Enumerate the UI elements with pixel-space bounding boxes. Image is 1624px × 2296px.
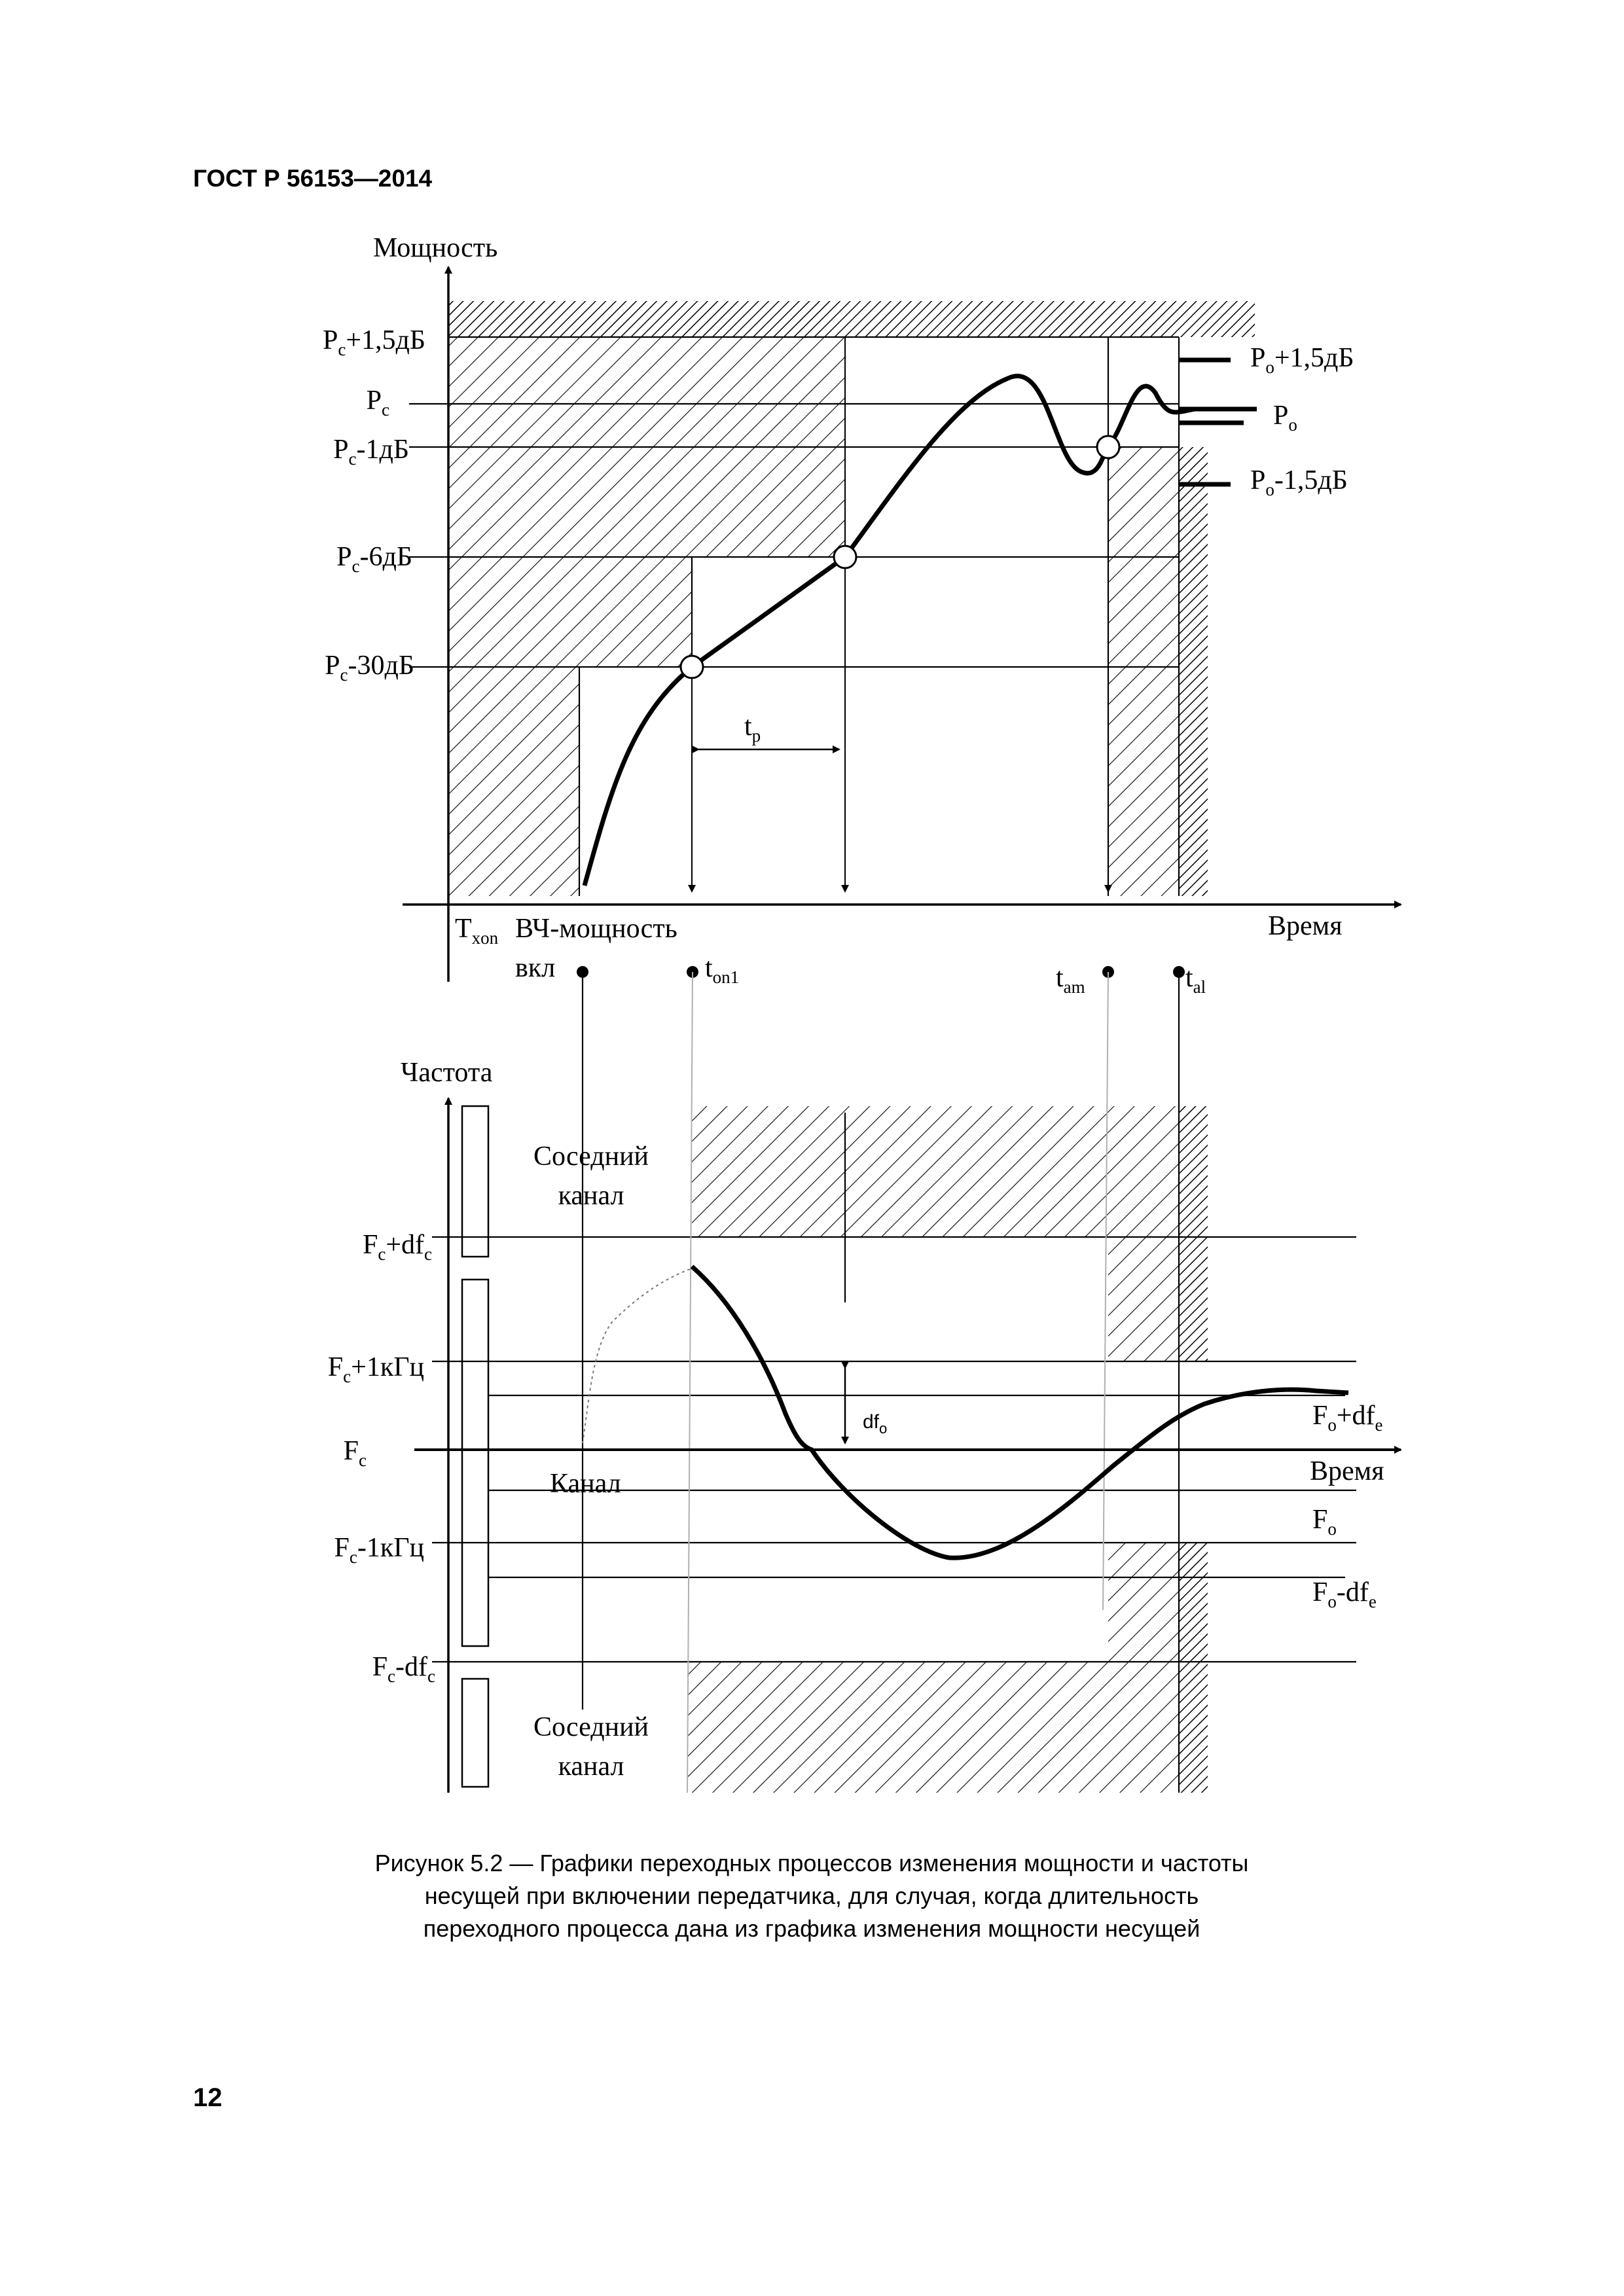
label-dfo: $df_o$ <box>863 1411 888 1437</box>
label-po-plus: $P_o+1,5дБ$ <box>1250 343 1354 377</box>
power-chart <box>323 233 1401 997</box>
power-right-hatch-zone <box>1108 447 1179 896</box>
label-ton1: $t_{on1}$ <box>705 953 740 987</box>
frequency-chart <box>328 972 1401 1793</box>
right-limit-upper-dense <box>1179 1106 1208 1361</box>
frequency-curve <box>692 1266 1348 1558</box>
label-on: вкл <box>515 953 556 983</box>
label-fc: $F_c$ <box>343 1436 367 1470</box>
freq-axis-label: Частота <box>401 1058 493 1088</box>
label-pc-plus: $P_c+1,5дБ$ <box>322 325 425 359</box>
adjacent-channel-lower-line1: Соседний <box>533 1712 649 1742</box>
label-tam: $t_{am}$ <box>1056 963 1085 997</box>
frequency-curve-pre-transient <box>583 1268 692 1443</box>
channel-bar <box>462 1280 488 1646</box>
freq-time-label: Время <box>1310 1456 1384 1486</box>
label-pc-minus6: $P_c-6дБ$ <box>336 542 412 576</box>
label-tp: $t_p$ <box>744 711 761 745</box>
label-tal: $t_{al}$ <box>1185 963 1206 997</box>
right-lower-hatch-zone <box>1108 1543 1179 1662</box>
right-upper-hatch-zone <box>1108 1237 1179 1361</box>
adjacent-lower-hatch-zone <box>687 1662 1179 1793</box>
label-fc-plus-1k: $F_c+1кГц$ <box>327 1352 424 1386</box>
caption-line-1: Рисунок 5.2 — Графики переходных процессов изменения мощности и частоты <box>374 1850 1249 1876</box>
document-header: ГОСТ Р 56153—2014 <box>193 165 433 192</box>
caption-line-3: переходного процесса дана из графика изменения мощности несущей <box>423 1915 1200 1942</box>
freq-marker-tam <box>1103 972 1108 1610</box>
label-po: $P_o$ <box>1273 401 1297 435</box>
adjacent-channel-bar-upper <box>462 1106 488 1257</box>
label-pc-minus30: $P_c-30дБ$ <box>325 651 414 685</box>
figure-caption <box>262 1847 1362 1945</box>
label-rf-power: ВЧ-мощность <box>515 914 677 944</box>
caption-line-2: несущей при включении передатчика, для случая, когда длительность <box>424 1882 1199 1909</box>
right-limit-lower-dense <box>1179 1543 1208 1793</box>
power-mid-hatch-zone <box>448 404 845 557</box>
label-fo: $F_o$ <box>1312 1505 1337 1539</box>
adjacent-channel-upper-line1: Соседний <box>533 1141 649 1172</box>
channel-label: Канал <box>550 1469 621 1499</box>
crossing-point-6db <box>834 546 856 568</box>
adjacent-channel-lower-line2: канал <box>558 1751 624 1782</box>
right-limit-dense-hatch <box>1179 447 1208 896</box>
label-po-minus: $P_o-1,5дБ$ <box>1250 465 1348 499</box>
label-fo-minus-dfe: $F_o-df_e$ <box>1312 1577 1377 1611</box>
label-txon: $T_{xon}$ <box>455 914 499 948</box>
label-fc-minus-1k: $F_c-1кГц$ <box>334 1533 424 1567</box>
label-pc-minus1: $P_c-1дБ$ <box>333 435 409 469</box>
label-pc: $P_c$ <box>366 386 389 420</box>
label-fo-plus-dfe: $F_o+df_e$ <box>1312 1401 1383 1435</box>
crossing-point-1db <box>1097 436 1119 458</box>
label-fc-plus-df: $F_c+df_c$ <box>362 1230 432 1264</box>
power-top-hatch-zone <box>448 337 845 404</box>
page-number: 12 <box>193 2083 223 2112</box>
power-bottom-hatch-zone <box>448 667 579 896</box>
power-axis-label: Мощность <box>373 233 498 263</box>
power-time-label: Время <box>1268 911 1343 941</box>
crossing-point-30db <box>681 656 703 678</box>
power-low-hatch-zone <box>448 557 692 667</box>
adjacent-channel-bar-lower <box>462 1679 488 1787</box>
upper-limit-dense-hatch <box>448 301 1255 337</box>
adjacent-channel-upper-line2: канал <box>558 1181 624 1211</box>
label-fc-minus-df: $F_c-df_c$ <box>372 1652 435 1686</box>
